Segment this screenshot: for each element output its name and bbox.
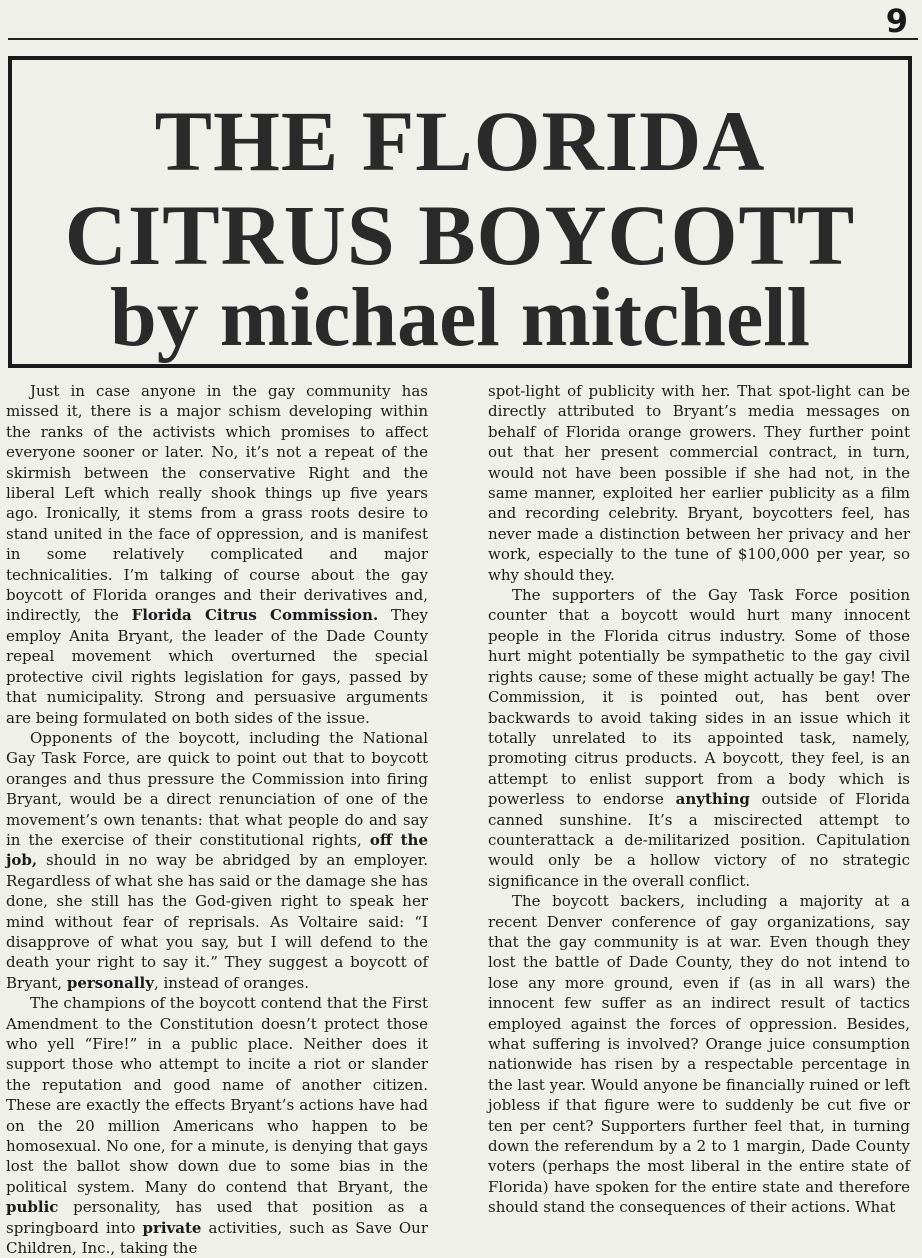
- bold-text: Florida Citrus Commission.: [131, 606, 379, 625]
- paragraph: [6, 381, 428, 728]
- paragraph-text: should in no way be abridged by an employer. Regardless of what she has said or the damage she has done, she still has the God-given right to speak her mind without fear of reprisals. As Voltaire said: “I disapprove of what you say, but I will defend to the death your right to say it.” They suggest a boycott of Bryant,: [6, 851, 428, 992]
- paragraph: spot-light of publicity with her. That spot-light can be directly attributed to Bryant’s media messages on behalf of Florida orange growers. They further point out that her present commercial contract, in turn, would not have been possible if she had not, in the same manner, exploited her earlier publicity as a film and recording celebrity. Bryant, boycotters feel, has never made a distinction between her privacy and her work, especially to the tune of $100,000 per year, so why should they.: [488, 382, 910, 584]
- byline: by michael mitchell: [110, 271, 810, 364]
- headline-line-2: CITRUS BOYCOTT: [64, 187, 856, 283]
- paragraph-text: They employ Anita Bryant, the leader of the Dade County repeal movement which overturned the special protective civil rights legislation for gays, passed by that numicipality. Strong and persuasive arguments are being formulated on both sides of the issue.: [6, 606, 428, 727]
- headline-box: [8, 56, 912, 368]
- paragraph: The boycott backers, including a majority at a recent Denver conference of gay organizations, say that the gay community is at war. Even though they lost the battle of Dade County, they do not intend to lose any more ground, even if (as in all wars) the innocent few suffer as an indirect result of tactics employed against the forces of oppression. Besides, what suffering is involved? Orange juice consumption nationwide has risen by a respectable percentage in the last year. Would anyone be financially ruined or left jobless if that figure were to suddenly be cut five or ten per cent? Supporters further feel that, in turning down the referendum by a 2 to 1 margin, Dade County voters (perhaps the most liberal in the entire state of Florida) have spoken for the entire state and therefore should stand the consequences of their actions. What: [488, 892, 910, 1217]
- paragraph-text: personality, has used that position as a springboard into: [6, 1198, 428, 1237]
- paragraph-text: The champions of the boycott contend that the First Amendment to the Constitution doesn’t protect those who yell “Fire!” in a public place. Neither does it support those who attempt to incite a riot or slander the reputation and good name of another citizen. These are exactly the effects Bryant’s actions have had on the 20 million Americans who happen to be homosexual. No one, for a minute, is denying that gays lost the ballot show down due to some bias in the political system. Many do contend that Bryant, the: [6, 994, 428, 1196]
- paragraph: [6, 728, 428, 993]
- paragraph-text: The supporters of the Gay Task Force position counter that a boycott would hurt many innocent people in the Florida citrus industry. Some of those hurt might potentially be sympathetic to the gay civil rights cause; some of these might actually be gay! The Commission, it is pointed out, has bent over backwards to avoid taking sides in an issue which it totally unrelated to its appointed task, namely, promoting citrus products. A boycott, they feel, is an attempt to enlist support from a body which is powerless to endorse: [488, 586, 910, 809]
- article-left-column: [6, 381, 428, 1258]
- paragraph-text: outside of Florida canned sunshine. It’s a miscirected attempt to counterattack a de-militarized position. Capitulation would only be a hollow victory of no strategic significance in the overall conflict.: [488, 790, 910, 890]
- headline-line-1: THE FLORIDA: [154, 93, 766, 189]
- paragraph: [6, 993, 428, 1258]
- paragraph-text: Just in case anyone in the gay community has missed it, there is a major schism developing within the ranks of the activists which promises to affect everyone sooner or later. No, it’s not a repeat of the skirmish between the conservative Right and the liberal Left which really shook things up five years ago. Ironically, it stems from a grass roots desire to stand united in the face of oppression, and is manifest in some relatively complicated and major technicalities. I’m talking of course about the gay boycott of Florida oranges and their derivatives and, indirectly, the: [6, 382, 428, 625]
- bold-text: public: [6, 1198, 59, 1217]
- page-number: 9: [885, 2, 908, 40]
- paragraph-text: activities, such as Save Our Children, Inc., taking the: [6, 1218, 428, 1258]
- paragraph-text: Opponents of the boycott, including the National Gay Task Force, are quick to point out that to boycott oranges and thus pressure the Commission into firing Bryant, would be a direct renunciation of one of the movement’s own tenants: that what people do and say in the exercise of their constitutional rights,: [6, 728, 428, 849]
- bold-text: personally: [66, 973, 154, 992]
- article-right-column: [488, 381, 910, 1217]
- bold-text: off the job,: [6, 830, 428, 870]
- bold-text: private: [142, 1218, 202, 1237]
- paragraph-text: , instead of oranges.: [153, 973, 309, 992]
- paragraph: [488, 585, 910, 891]
- top-rule: [8, 38, 918, 40]
- bold-text: anything: [675, 790, 750, 809]
